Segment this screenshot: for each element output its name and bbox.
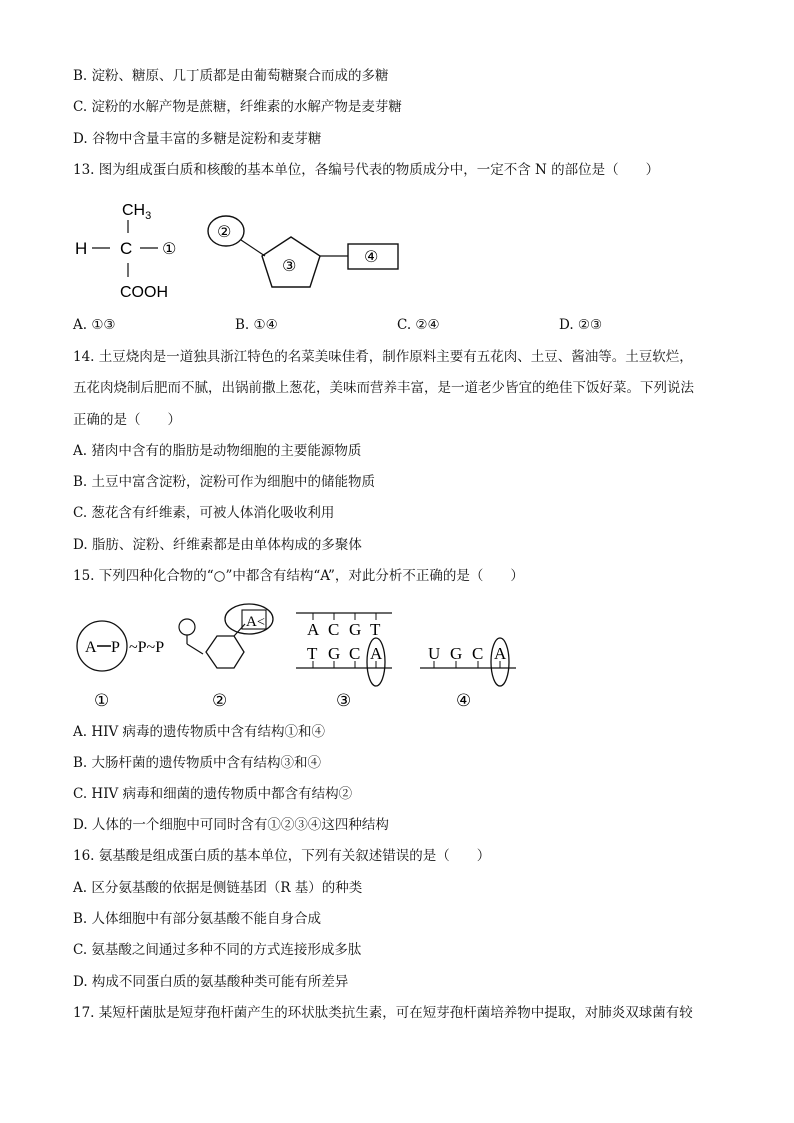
q14-option-a: A. 猪肉中含有的脂肪是动物细胞的主要能源物质: [73, 443, 362, 459]
nucleotide-structure: [208, 216, 398, 287]
dna-top-base-2: C: [328, 620, 340, 639]
dna-top-base-1: A: [307, 620, 320, 639]
fig-label-4: ④: [456, 691, 472, 710]
dna-bottom-base-2: G: [328, 644, 341, 663]
fig-label-1: ①: [94, 691, 110, 710]
atp-p-label: P: [111, 639, 120, 656]
q16-option-d: D. 构成不同蛋白质的氨基酸种类可能有所差异: [73, 974, 349, 990]
ch3-label: $CH_3$: [122, 202, 152, 222]
q15-option-b: B. 大肠杆菌的遗传物质中含有结构③和④: [73, 755, 322, 771]
rna-base-3: C: [472, 644, 484, 663]
h-label: H: [75, 239, 88, 258]
dna-bottom-base-1: T: [307, 644, 318, 663]
fig-label-2: ②: [212, 691, 228, 710]
atp-structure: [77, 621, 164, 710]
label-4: ④: [364, 249, 379, 266]
q12-option-b: B. 淀粉、糖原、几丁质都是由葡萄糖聚合而成的多糖: [73, 68, 389, 84]
dna-top-base-4: T: [370, 620, 381, 639]
q14-option-d: D. 脂肪、淀粉、纤维素都是由单体构成的多聚体: [73, 537, 362, 553]
q15-option-d: D. 人体的一个细胞中可同时含有①②③④这四种结构: [73, 817, 389, 833]
q15-stem: 15. 下列四种化合物的“○”中都含有结构“A”，对此分析不正确的是（ ）: [73, 568, 524, 584]
q13-option-b: B. ①④: [235, 317, 278, 333]
label-2: ②: [217, 224, 232, 241]
dna-top-base-3: G: [349, 620, 362, 639]
atp-tail-label: ~P~P: [129, 639, 165, 656]
dna-structure: [296, 613, 392, 710]
q13-option-a: A. ①③: [73, 317, 116, 333]
q16-stem: 16. 氨基酸是组成蛋白质的基本单位，下列有关叙述错误的是（ ）: [73, 848, 491, 864]
nucleotide-ring-structure: [179, 604, 273, 710]
rna-base-4: A: [494, 644, 507, 663]
label-1: ①: [162, 241, 177, 258]
q13-option-c: C. ②④: [397, 317, 440, 333]
q15-option-c: C. HIV 病毒和细菌的遗传物质中都含有结构②: [73, 786, 353, 802]
q16-option-b: B. 人体细胞中有部分氨基酸不能自身合成: [73, 911, 322, 927]
atp-a-label: A: [85, 639, 97, 656]
box-a-label: A: [246, 614, 257, 630]
amino-acid-structure: [75, 202, 176, 301]
c-label: C: [120, 239, 133, 258]
q14-stem-line-3: 正确的是（ ）: [73, 412, 181, 428]
q15-option-a: A. HIV 病毒的遗传物质中含有结构①和④: [73, 724, 325, 740]
q14-stem-line-1: 14. 土豆烧肉是一道独具浙江特色的名菜美味佳肴，制作原料主要有五花肉、土豆、酱油等。土豆软烂，: [73, 349, 693, 365]
q13-option-d: D. ②③: [559, 317, 603, 333]
rna-base-2: G: [450, 644, 463, 663]
box-wedge-glyph: <: [257, 615, 265, 630]
cooh-label: COOH: [120, 284, 168, 301]
fig-label-3: ③: [336, 691, 352, 710]
q16-option-a: A. 区分氨基酸的依据是侧链基团（R 基）的种类: [73, 880, 363, 896]
q12-option-d: D. 谷物中含量丰富的多糖是淀粉和麦芽糖: [73, 131, 322, 147]
q14-option-c: C. 葱花含有纤维素，可被人体消化吸收利用: [73, 505, 335, 521]
label-3: ③: [282, 258, 297, 275]
q16-option-c: C. 氨基酸之间通过多种不同的方式连接形成多肽: [73, 942, 362, 958]
q12-option-c: C. 淀粉的水解产物是蔗糖，纤维素的水解产物是麦芽糖: [73, 99, 402, 115]
dna-bottom-base-3: C: [349, 644, 361, 663]
q13-stem: 13. 图为组成蛋白质和核酸的基本单位，各编号代表的物质成分中，一定不含 N 的部位是（ ）: [73, 162, 660, 178]
q13-figure: [70, 193, 410, 308]
q17-stem: 17. 某短杆菌肽是短芽孢杆菌产生的环状肽类抗生素，可在短芽孢杆菌培养物中提取，对肺炎双球菌有较: [73, 1005, 693, 1021]
rna-base-1: U: [428, 644, 441, 663]
q14-stem-line-2: 五花肉烧制后肥而不腻，出锅前撒上葱花，美味而营养丰富，是一道老少皆宜的绝佳下饭好菜。下列说法: [73, 380, 694, 396]
q15-figure: [70, 600, 540, 715]
dna-bottom-base-4: A: [370, 644, 383, 663]
rna-structure: [420, 638, 516, 710]
q14-option-b: B. 土豆中富含淀粉，淀粉可作为细胞中的储能物质: [73, 474, 376, 490]
